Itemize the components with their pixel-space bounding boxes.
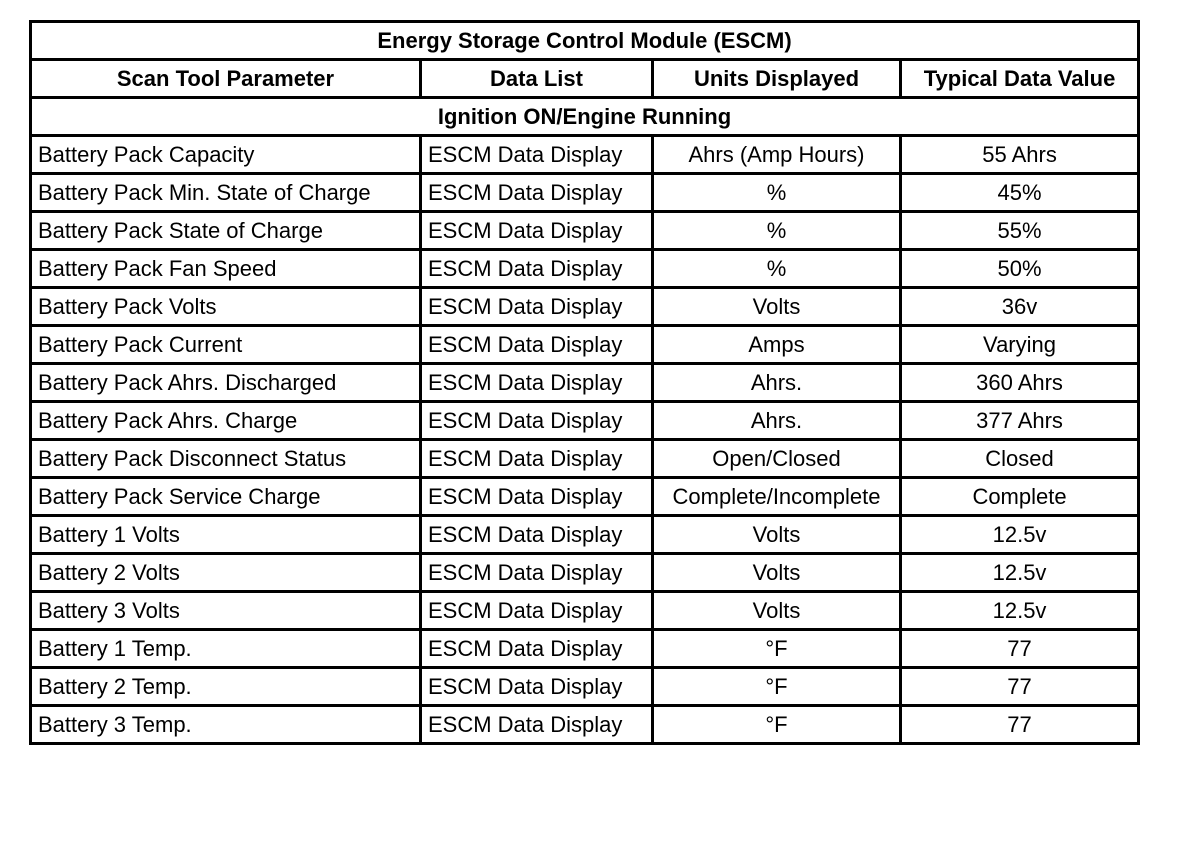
table-row [31,592,1139,630]
cell-parameter: Battery Pack Disconnect Status [31,440,421,478]
cell-units: Volts [653,516,901,554]
escm-data-table [29,20,1140,745]
cell-units: Amps [653,326,901,364]
cell-data-list: ESCM Data Display [421,592,653,630]
table-body [31,136,1139,744]
table-row [31,212,1139,250]
cell-data-list: ESCM Data Display [421,288,653,326]
cell-typical-value: 12.5v [901,516,1139,554]
cell-units: Complete/Incomplete [653,478,901,516]
cell-typical-value: 77 [901,706,1139,744]
table-row [31,516,1139,554]
section-heading: Ignition ON/Engine Running [31,98,1139,136]
cell-units: % [653,174,901,212]
cell-data-list: ESCM Data Display [421,212,653,250]
table-row [31,478,1139,516]
cell-data-list: ESCM Data Display [421,516,653,554]
cell-parameter: Battery Pack Current [31,326,421,364]
cell-parameter: Battery 2 Volts [31,554,421,592]
cell-typical-value: 377 Ahrs [901,402,1139,440]
table-row [31,250,1139,288]
table-row [31,706,1139,744]
table-row [31,136,1139,174]
cell-typical-value: Varying [901,326,1139,364]
cell-parameter: Battery 1 Temp. [31,630,421,668]
cell-parameter: Battery 2 Temp. [31,668,421,706]
table-row [31,288,1139,326]
cell-data-list: ESCM Data Display [421,402,653,440]
header-typical-data-value: Typical Data Value [901,60,1139,98]
cell-units: Volts [653,288,901,326]
cell-parameter: Battery Pack Min. State of Charge [31,174,421,212]
table-row [31,630,1139,668]
header-data-list: Data List [421,60,653,98]
header-units-displayed: Units Displayed [653,60,901,98]
cell-units: Open/Closed [653,440,901,478]
cell-data-list: ESCM Data Display [421,706,653,744]
cell-units: Volts [653,554,901,592]
cell-units: Ahrs. [653,364,901,402]
cell-data-list: ESCM Data Display [421,364,653,402]
table-row [31,174,1139,212]
cell-parameter: Battery 3 Temp. [31,706,421,744]
cell-units: % [653,212,901,250]
cell-data-list: ESCM Data Display [421,136,653,174]
cell-units: Ahrs. [653,402,901,440]
cell-data-list: ESCM Data Display [421,668,653,706]
cell-parameter: Battery Pack Service Charge [31,478,421,516]
cell-parameter: Battery Pack Ahrs. Discharged [31,364,421,402]
cell-data-list: ESCM Data Display [421,630,653,668]
cell-data-list: ESCM Data Display [421,440,653,478]
cell-typical-value: 77 [901,668,1139,706]
table-row [31,668,1139,706]
cell-units: Volts [653,592,901,630]
cell-parameter: Battery 3 Volts [31,592,421,630]
header-scan-tool-parameter: Scan Tool Parameter [31,60,421,98]
cell-typical-value: 55% [901,212,1139,250]
cell-typical-value: 360 Ahrs [901,364,1139,402]
cell-typical-value: 50% [901,250,1139,288]
cell-parameter: Battery Pack State of Charge [31,212,421,250]
table-row [31,326,1139,364]
table-header-row [31,60,1139,98]
table-row [31,440,1139,478]
cell-parameter: Battery Pack Capacity [31,136,421,174]
cell-data-list: ESCM Data Display [421,174,653,212]
cell-typical-value: 55 Ahrs [901,136,1139,174]
cell-typical-value: 36v [901,288,1139,326]
cell-units: °F [653,706,901,744]
cell-units: °F [653,630,901,668]
table-title: Energy Storage Control Module (ESCM) [31,22,1139,60]
cell-data-list: ESCM Data Display [421,326,653,364]
section-row [31,98,1139,136]
cell-typical-value: 45% [901,174,1139,212]
table-title-row [31,22,1139,60]
cell-units: Ahrs (Amp Hours) [653,136,901,174]
table-row [31,402,1139,440]
cell-data-list: ESCM Data Display [421,250,653,288]
cell-typical-value: Closed [901,440,1139,478]
cell-typical-value: 12.5v [901,554,1139,592]
cell-parameter: Battery 1 Volts [31,516,421,554]
table-row [31,554,1139,592]
cell-parameter: Battery Pack Ahrs. Charge [31,402,421,440]
cell-typical-value: Complete [901,478,1139,516]
cell-data-list: ESCM Data Display [421,478,653,516]
cell-units: % [653,250,901,288]
cell-data-list: ESCM Data Display [421,554,653,592]
cell-units: °F [653,668,901,706]
table-row [31,364,1139,402]
cell-typical-value: 12.5v [901,592,1139,630]
cell-typical-value: 77 [901,630,1139,668]
cell-parameter: Battery Pack Fan Speed [31,250,421,288]
cell-parameter: Battery Pack Volts [31,288,421,326]
